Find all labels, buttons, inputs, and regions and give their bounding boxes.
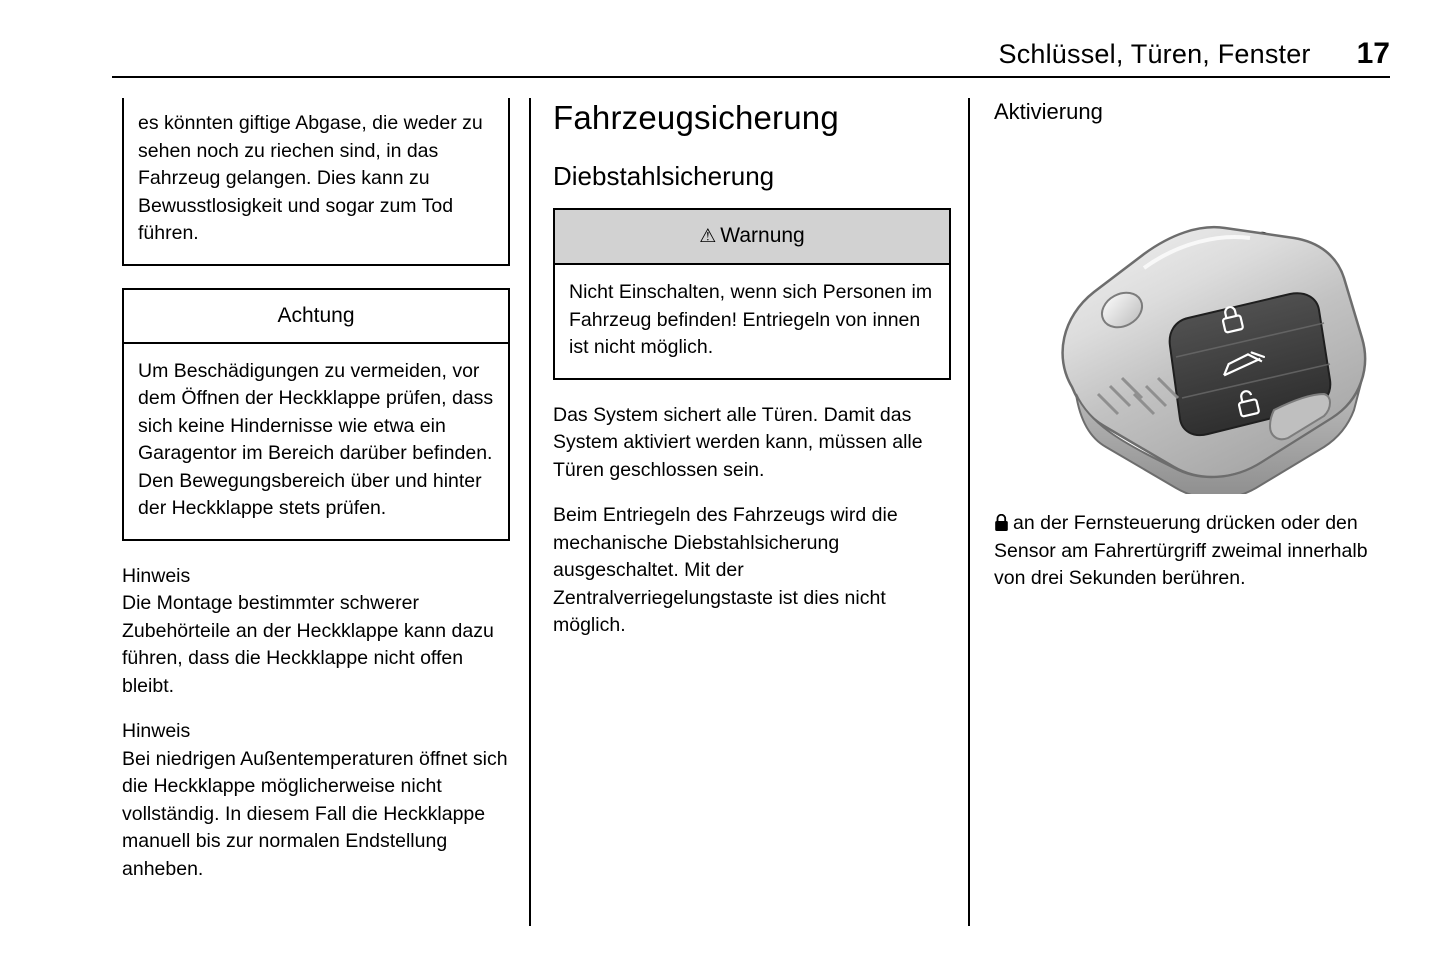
section-subtitle: Diebstahlsicherung [553,161,775,191]
lock-closed-icon [994,513,1009,531]
caution-box [122,288,510,541]
figure-caption [994,510,1394,593]
note-text-2: Bei niedrigen Außentemperaturen öffnet sich die Heckklappe möglicherweise nicht vollständig. In diesem Fall die Heckklappe manuell bis zur normalen Endstellung anheben. [122,747,508,880]
note-block-2 [122,718,510,883]
note-label-1: Hinweis [122,564,191,587]
header-rule [112,76,1390,78]
note-block-1 [122,563,510,701]
column-2 [553,98,951,640]
caution-box-title: Achtung [124,290,508,344]
key-fob-drawing [994,142,1394,494]
section-title: Fahrzeugsicherung [553,99,839,136]
page-number: 17 [1356,37,1390,70]
continued-warning-box [122,98,510,266]
note-text-1: Die Montage bestimmter schwerer Zubehörteile an der Heckklappe kann dazu führen, dass die Heckklappe nicht offen bleibt. [122,592,494,697]
note-label-2: Hinweis [122,720,191,742]
warning-box-text: Nicht Einschalten, wenn sich Personen im Fahrzeug befinden! Entriegeln von innen ist nicht möglich. [569,281,933,358]
column-divider-1 [529,98,531,926]
warning-triangle-icon: ⚠ [699,226,717,247]
page-title: Schlüssel, Türen, Fenster [998,39,1311,69]
remote-key-fob-illustration [994,142,1394,494]
column2-paragraph-2: Beim Entriegeln des Fahrzeugs wird die mechanische Diebstahlsicherung ausgeschaltet. Mit der Zentralverriegelungstaste ist dies nicht möglich. [553,504,898,636]
column-1 [122,98,510,901]
figure-caption-text: an der Fernsteuerung drücken oder den Sensor am Fahrertürgriff zweimal innerhalb von drei Sekunden berühren. [994,512,1368,589]
caution-box-text: Um Beschädigungen zu vermeiden, vor dem Öffnen der Heckklappe prüfen, dass sich keine Hindernisse wie etwa ein Garagentor im Bereich darüber befinden. Den Bewegungsbereich über und hinter der Heckklappe stets prüfen. [138,359,494,519]
column-3 [994,98,1394,593]
warning-box-title [555,210,949,265]
page-header [112,38,1390,80]
column3-subtitle: Aktivierung [994,99,1103,124]
column-divider-2 [968,98,970,926]
warning-box-title-label: Warnung [720,224,805,247]
continued-warning-text: es könnten giftige Abgase, die weder zu sehen noch zu riechen sind, in das Fahrzeug gelangen. Dies kann zu Bewusstlosigkeit und sogar zum Tod führen. [138,112,483,244]
column2-paragraph-1: Das System sichert alle Türen. Damit das System aktiviert werden kann, müssen alle Türen geschlossen sein. [553,403,923,481]
warning-box [553,208,951,380]
